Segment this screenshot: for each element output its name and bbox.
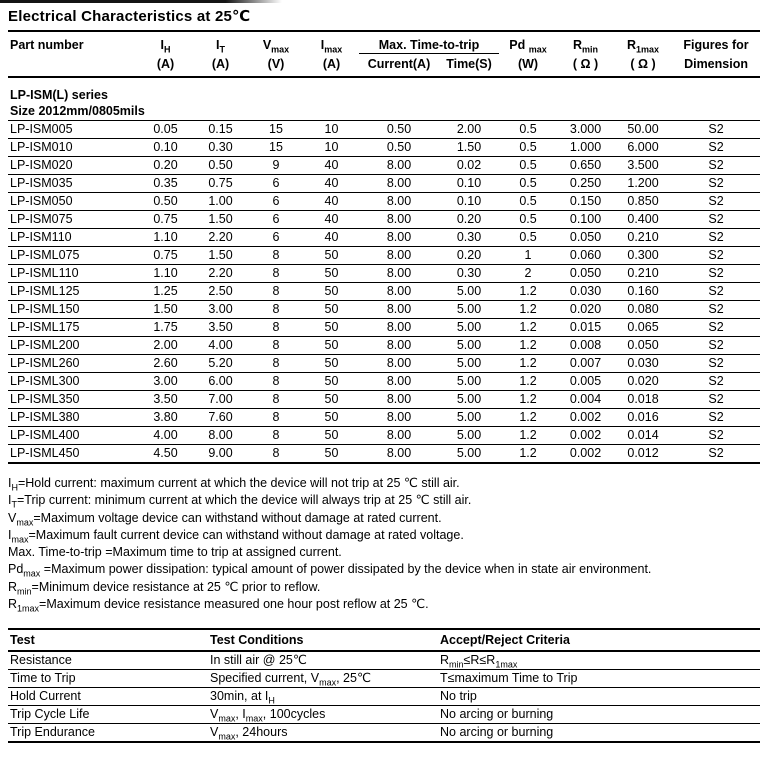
table-cell: S2 xyxy=(708,212,724,226)
table-cell: 10 xyxy=(324,140,339,154)
table-row xyxy=(8,211,760,229)
table-cell: 1 xyxy=(524,248,532,262)
table-cell: 0.5 xyxy=(519,176,537,190)
table-cell: 0.065 xyxy=(627,320,659,334)
col-unit-imax: (A) xyxy=(322,56,341,71)
table-cell: 2.20 xyxy=(208,230,233,244)
table-cell: No arcing or burning xyxy=(440,725,554,740)
table-cell: 50 xyxy=(324,410,339,424)
table-cell: LP-ISML150 xyxy=(10,302,80,316)
electrical-characteristics-table xyxy=(8,34,760,464)
table-cell: 0.5 xyxy=(519,158,537,172)
table-cell: 0.300 xyxy=(627,248,659,262)
table-cell: LP-ISML175 xyxy=(10,320,80,334)
table-cell: 8.00 xyxy=(386,446,412,460)
col-unit-pd: (W) xyxy=(517,56,539,71)
table-row xyxy=(8,121,760,139)
table-cell: Resistance xyxy=(10,653,72,668)
table-cell: S2 xyxy=(708,374,724,388)
col-header-test-conditions: Test Conditions xyxy=(208,629,438,651)
note-line: $I_H=Hold$ current: maximum current at which the device will not trip at 25 ℃ still air. xyxy=(8,476,460,493)
table-cell: 6 xyxy=(272,176,280,190)
table-cell: 8 xyxy=(272,410,280,424)
table-cell: 2.60 xyxy=(153,356,178,370)
table-cell: 0.018 xyxy=(627,392,659,406)
table-cell: 8.00 xyxy=(386,194,412,208)
col-header-time-to-trip-group: Max. Time-to-trip xyxy=(359,34,499,54)
col-header-empty xyxy=(8,54,138,78)
table-row xyxy=(8,139,760,157)
table-cell: 1.50 xyxy=(456,140,482,154)
col-unit-r1max: ( Ω ) xyxy=(630,56,656,71)
table-cell: 0.02 xyxy=(456,158,482,172)
table-cell: Specified current, $V_{max}$, 25℃ xyxy=(210,671,371,688)
table-cell: LP-ISM050 xyxy=(10,194,73,208)
table-row xyxy=(8,283,760,301)
col-header-pdmax: Pd $_{max}$ xyxy=(509,38,547,54)
table-cell: 2.00 xyxy=(153,338,178,352)
table-row xyxy=(8,670,760,688)
table-cell: 0.210 xyxy=(627,230,659,244)
table-cell: 50 xyxy=(324,320,339,334)
table-row xyxy=(8,337,760,355)
table-cell: 5.00 xyxy=(456,320,482,334)
table-cell: 0.015 xyxy=(569,320,602,334)
table-cell: LP-ISML400 xyxy=(10,428,80,442)
table-cell: S2 xyxy=(708,302,724,316)
table-cell: 1.50 xyxy=(153,302,178,316)
table-cell: 0.020 xyxy=(569,302,602,316)
table-cell: 4.50 xyxy=(153,446,178,460)
note-line: Max. Time-to-trip =Maximum time to trip at assigned current. xyxy=(8,545,342,560)
table-cell: 1.10 xyxy=(153,230,178,244)
table-cell: 1.2 xyxy=(519,410,537,424)
table-cell: 0.50 xyxy=(386,122,412,136)
table-cell: 0.10 xyxy=(456,176,482,190)
table-header-row-2 xyxy=(8,54,760,78)
table-cell: LP-ISM035 xyxy=(10,176,73,190)
page-title: Electrical Characteristics at 25℃ xyxy=(8,0,760,32)
table-cell: LP-ISML260 xyxy=(10,356,80,370)
table-cell: 0.5 xyxy=(519,230,537,244)
table-cell: 30min, at $I_H$ xyxy=(210,689,275,706)
table-cell: 0.30 xyxy=(208,140,233,154)
table-cell: 0.002 xyxy=(569,446,602,460)
note-line: $I_T=Trip$ current: minimum current at which the device will always trip at 25 ℃ still air. xyxy=(8,493,472,510)
table-cell: LP-ISML350 xyxy=(10,392,80,406)
table-cell: 0.050 xyxy=(569,230,602,244)
table-cell: 5.00 xyxy=(456,428,482,442)
table-cell: 5.00 xyxy=(456,410,482,424)
definition-notes xyxy=(8,475,760,613)
size-label: Size 2012mm/0805mils xyxy=(8,103,760,121)
table-cell: 10 xyxy=(324,122,339,136)
table-row xyxy=(8,355,760,373)
table-cell: No arcing or burning xyxy=(440,707,554,722)
table-cell: 50 xyxy=(324,284,339,298)
table-cell: 0.20 xyxy=(153,158,178,172)
col-header-part-number: Part number xyxy=(10,38,84,53)
table-cell: 1.2 xyxy=(519,356,537,370)
table-cell: 1.75 xyxy=(153,320,178,334)
col-header-rmin: $R_{min}$ xyxy=(572,38,599,54)
table-cell: 8 xyxy=(272,284,280,298)
table-row xyxy=(8,175,760,193)
table-cell: S2 xyxy=(708,248,724,262)
table-cell: 0.004 xyxy=(569,392,602,406)
table-cell: 1.10 xyxy=(153,266,178,280)
table-cell: T≤maximum Time to Trip xyxy=(440,671,578,686)
table-cell: 50 xyxy=(324,266,339,280)
col-header-it: $I_T$ xyxy=(216,38,225,54)
table-cell: Trip Endurance xyxy=(10,725,95,740)
series-label-row xyxy=(8,77,760,103)
table-cell: LP-ISM010 xyxy=(10,140,73,154)
table-cell: 1.2 xyxy=(519,302,537,316)
table-cell: 15 xyxy=(269,140,283,154)
table-cell: 0.008 xyxy=(569,338,602,352)
table-cell: 50.00 xyxy=(627,122,659,136)
table-cell: 1.50 xyxy=(208,248,233,262)
table-cell: 0.5 xyxy=(519,140,537,154)
table-cell: 1.2 xyxy=(519,338,537,352)
table-cell: 50 xyxy=(324,428,339,442)
table-row xyxy=(8,409,760,427)
table-cell: 1.2 xyxy=(519,320,537,334)
table-cell: 50 xyxy=(324,356,339,370)
table-cell: 2 xyxy=(524,266,532,280)
table-cell: Trip Cycle Life xyxy=(10,707,90,722)
table-row xyxy=(8,391,760,409)
table-cell: 1.000 xyxy=(569,140,602,154)
table-cell: 3.500 xyxy=(627,158,659,172)
table-cell: 0.30 xyxy=(456,266,482,280)
table-cell: 0.020 xyxy=(627,374,659,388)
table-cell: 8.00 xyxy=(386,320,412,334)
table-cell: 8.00 xyxy=(386,302,412,316)
table-cell: No trip xyxy=(440,689,477,704)
table-cell: 8.00 xyxy=(386,392,412,406)
series-label: LP-ISM(L) series xyxy=(10,88,108,102)
table-cell: 0.5 xyxy=(519,122,537,136)
table-cell: 0.030 xyxy=(569,284,602,298)
table-cell: 40 xyxy=(324,212,339,226)
table-cell: 0.100 xyxy=(569,212,602,226)
table-cell: In still air @ 25℃ xyxy=(210,653,307,668)
table-cell: 8 xyxy=(272,392,280,406)
table-cell: 3.50 xyxy=(208,320,233,334)
table-cell: 8.00 xyxy=(386,230,412,244)
table-row xyxy=(8,247,760,265)
col-header-dimension: Dimension xyxy=(684,56,748,71)
test-table-body xyxy=(8,651,760,742)
table-cell: 2.00 xyxy=(456,122,482,136)
table-cell: 0.75 xyxy=(208,176,233,190)
table-cell: 8.00 xyxy=(386,410,412,424)
table-cell: S2 xyxy=(708,266,724,280)
table-cell: 0.5 xyxy=(519,194,537,208)
table-cell: 5.00 xyxy=(456,392,482,406)
note-line: $I_{max}=Maximum$ fault current device can withstand without damage at rated voltage. xyxy=(8,527,464,545)
table-cell: 0.250 xyxy=(569,176,602,190)
table-cell: 0.002 xyxy=(569,428,602,442)
table-cell: 0.210 xyxy=(627,266,659,280)
note-line: $R_{min}=Minimum$ device resistance at 25 ℃ prior to reflow. xyxy=(8,579,321,597)
table-cell: S2 xyxy=(708,320,724,334)
table-cell: 0.05 xyxy=(153,122,178,136)
col-unit-ih: (A) xyxy=(156,56,175,71)
table-cell: 8.00 xyxy=(386,428,412,442)
table-cell: 0.5 xyxy=(519,212,537,226)
table-cell: 2.20 xyxy=(208,266,233,280)
table-cell: 50 xyxy=(324,302,339,316)
table-cell: 0.30 xyxy=(456,230,482,244)
table-cell: 0.080 xyxy=(627,302,659,316)
table-cell: 8.00 xyxy=(386,284,412,298)
table-cell: 3.000 xyxy=(569,122,602,136)
table-cell: 8.00 xyxy=(386,338,412,352)
table-cell: 6 xyxy=(272,212,280,226)
table-cell: 40 xyxy=(324,158,339,172)
table-row xyxy=(8,724,760,743)
table-cell: Hold Current xyxy=(10,689,81,704)
col-header-figures: Figures for xyxy=(683,38,749,53)
table-cell: 0.50 xyxy=(208,158,233,172)
table-row xyxy=(8,301,760,319)
table-cell: 5.00 xyxy=(456,302,482,316)
table-cell: 0.016 xyxy=(627,410,659,424)
table-cell: S2 xyxy=(708,176,724,190)
table-cell: LP-ISML075 xyxy=(10,248,80,262)
table-cell: 0.75 xyxy=(153,212,178,226)
table-cell: 8 xyxy=(272,356,280,370)
table-cell: S2 xyxy=(708,392,724,406)
table-cell: 5.00 xyxy=(456,446,482,460)
table-cell: 0.75 xyxy=(153,248,178,262)
table-cell: S2 xyxy=(708,338,724,352)
table-cell: 3.00 xyxy=(153,374,178,388)
table-cell: 1.2 xyxy=(519,428,537,442)
table-cell: LP-ISM075 xyxy=(10,212,73,226)
table-cell: 8.00 xyxy=(386,212,412,226)
table-cell: 7.60 xyxy=(208,410,233,424)
table-cell: 0.50 xyxy=(153,194,178,208)
table-cell: 0.030 xyxy=(627,356,659,370)
table-cell: 0.50 xyxy=(386,140,412,154)
table-row xyxy=(8,229,760,247)
table-cell: 8 xyxy=(272,302,280,316)
table-cell: 8 xyxy=(272,428,280,442)
table-cell: 1.2 xyxy=(519,446,537,460)
table-cell: LP-ISML300 xyxy=(10,374,80,388)
table-cell: 8.00 xyxy=(386,374,412,388)
table-cell: 50 xyxy=(324,248,339,262)
table-cell: S2 xyxy=(708,356,724,370)
table-cell: 9.00 xyxy=(208,446,233,460)
col-header-r1max: $R_{1max}$ xyxy=(626,38,660,54)
table-cell: 0.850 xyxy=(627,194,659,208)
table-cell: 0.014 xyxy=(627,428,659,442)
table-cell: 0.10 xyxy=(153,140,178,154)
table-cell: 8 xyxy=(272,266,280,280)
table-cell: 0.160 xyxy=(627,284,659,298)
table-cell: 4.00 xyxy=(153,428,178,442)
table-cell: $V_{max}$, $I_{max}$, 100cycles xyxy=(210,707,326,724)
table-cell: 8.00 xyxy=(386,356,412,370)
table-cell: 1.2 xyxy=(519,392,537,406)
col-header-test: Test xyxy=(8,629,208,651)
col-header-time: Time(S) xyxy=(446,57,492,71)
size-label-row xyxy=(8,103,760,121)
table-cell: 0.10 xyxy=(456,194,482,208)
table-row xyxy=(8,193,760,211)
table-cell: S2 xyxy=(708,428,724,442)
table-cell: LP-ISM110 xyxy=(10,230,72,244)
table-cell: 3.00 xyxy=(208,302,233,316)
table-cell: 7.00 xyxy=(208,392,233,406)
table-cell: 8 xyxy=(272,338,280,352)
table-cell: 50 xyxy=(324,338,339,352)
table-cell: 40 xyxy=(324,194,339,208)
col-unit-it: (A) xyxy=(211,56,230,71)
table-cell: LP-ISML380 xyxy=(10,410,80,424)
table-row xyxy=(8,706,760,724)
table-cell: 6.000 xyxy=(627,140,659,154)
col-unit-rmin: ( Ω ) xyxy=(572,56,599,71)
table-cell: LP-ISM020 xyxy=(10,158,73,172)
note-line: $Pd_{max}$ =Maximum power dissipation: typical amount of power dissipated by the device when in state air environment. xyxy=(8,562,652,579)
table-cell: 4.00 xyxy=(208,338,233,352)
table-cell: 15 xyxy=(269,122,283,136)
table-cell: 1.00 xyxy=(208,194,233,208)
table-cell: 8.00 xyxy=(386,266,412,280)
table-cell: 0.650 xyxy=(569,158,602,172)
table-row xyxy=(8,445,760,464)
table-header-row-1 xyxy=(8,34,760,54)
table-cell: 0.400 xyxy=(627,212,659,226)
table-cell: 8 xyxy=(272,248,280,262)
table-row xyxy=(8,373,760,391)
table-cell: 0.15 xyxy=(208,122,233,136)
table-cell: 0.35 xyxy=(153,176,178,190)
table-cell: 1.50 xyxy=(208,212,233,226)
table-cell: 6 xyxy=(272,194,280,208)
table-row xyxy=(8,651,760,670)
table-cell: 0.005 xyxy=(569,374,602,388)
note-line: $R_{1max}=Maximum$ device resistance measured one hour post reflow at 25 ℃. xyxy=(8,597,429,614)
table-cell: LP-ISML200 xyxy=(10,338,80,352)
table-cell: LP-ISML450 xyxy=(10,446,80,460)
table-cell: 0.060 xyxy=(569,248,602,262)
table-cell: 8 xyxy=(272,374,280,388)
table-cell: 1.200 xyxy=(627,176,659,190)
table-cell: 50 xyxy=(324,446,339,460)
table-cell: 5.00 xyxy=(456,374,482,388)
table-cell: 5.20 xyxy=(208,356,233,370)
table-cell: 0.20 xyxy=(456,212,482,226)
spec-table-body xyxy=(8,121,760,464)
table-cell: 8.00 xyxy=(208,428,233,442)
test-table-header-row xyxy=(8,629,760,651)
table-cell: 1.25 xyxy=(153,284,178,298)
table-cell: LP-ISM005 xyxy=(10,122,73,136)
table-cell: 3.80 xyxy=(153,410,178,424)
table-cell: 0.20 xyxy=(456,248,482,262)
test-criteria-table xyxy=(8,628,760,743)
table-cell: 50 xyxy=(324,374,339,388)
col-header-vmax: $V_{max}$ xyxy=(262,38,290,54)
col-header-accept-reject: Accept/Reject Criteria xyxy=(438,629,760,651)
table-cell: 3.50 xyxy=(153,392,178,406)
table-cell: LP-ISML110 xyxy=(10,266,79,280)
table-cell: 40 xyxy=(324,176,339,190)
table-cell: Time to Trip xyxy=(10,671,76,686)
table-cell: 6 xyxy=(272,230,280,244)
table-cell: 8 xyxy=(272,446,280,460)
table-row xyxy=(8,319,760,337)
table-cell: 0.002 xyxy=(569,410,602,424)
table-cell: 2.50 xyxy=(208,284,233,298)
table-row xyxy=(8,688,760,706)
table-cell: 5.00 xyxy=(456,284,482,298)
col-header-current: Current(A) xyxy=(367,57,431,71)
note-line: $V_{max}=Maximum$ voltage device can withstand without damage at rated current. xyxy=(8,510,442,528)
table-row xyxy=(8,265,760,283)
table-cell: S2 xyxy=(708,230,724,244)
table-cell: 1.2 xyxy=(519,284,537,298)
table-cell: 8.00 xyxy=(386,158,412,172)
table-cell: S2 xyxy=(708,158,724,172)
table-cell: S2 xyxy=(708,284,724,298)
table-cell: LP-ISML125 xyxy=(10,284,80,298)
table-cell: 8 xyxy=(272,320,280,334)
table-row xyxy=(8,157,760,175)
table-cell: 9 xyxy=(272,158,280,172)
table-cell: 1.2 xyxy=(519,374,537,388)
table-cell: S2 xyxy=(708,446,724,460)
table-cell: 0.150 xyxy=(569,194,602,208)
table-cell: 40 xyxy=(324,230,339,244)
scan-artifact xyxy=(0,0,282,3)
table-cell: S2 xyxy=(708,122,724,136)
table-cell: S2 xyxy=(708,140,724,154)
table-cell: 6.00 xyxy=(208,374,233,388)
table-cell: 0.050 xyxy=(569,266,602,280)
table-cell: 5.00 xyxy=(456,338,482,352)
table-cell: S2 xyxy=(708,410,724,424)
col-header-ih: $I_H$ xyxy=(160,38,171,54)
table-row xyxy=(8,427,760,445)
table-cell: 8.00 xyxy=(386,248,412,262)
table-cell: 8.00 xyxy=(386,176,412,190)
col-unit-vmax: (V) xyxy=(267,56,285,71)
table-cell: 0.050 xyxy=(627,338,659,352)
table-cell: 0.012 xyxy=(627,446,659,460)
table-cell: S2 xyxy=(708,194,724,208)
table-cell: 50 xyxy=(324,392,339,406)
table-cell: 5.00 xyxy=(456,356,482,370)
table-cell: 0.007 xyxy=(569,356,602,370)
col-header-imax: $I_{max}$ xyxy=(320,38,343,54)
table-cell: $R_{min}\le R\le R_{1max}$ xyxy=(440,653,518,670)
table-cell: $V_{max}$, 24hours xyxy=(210,725,288,742)
